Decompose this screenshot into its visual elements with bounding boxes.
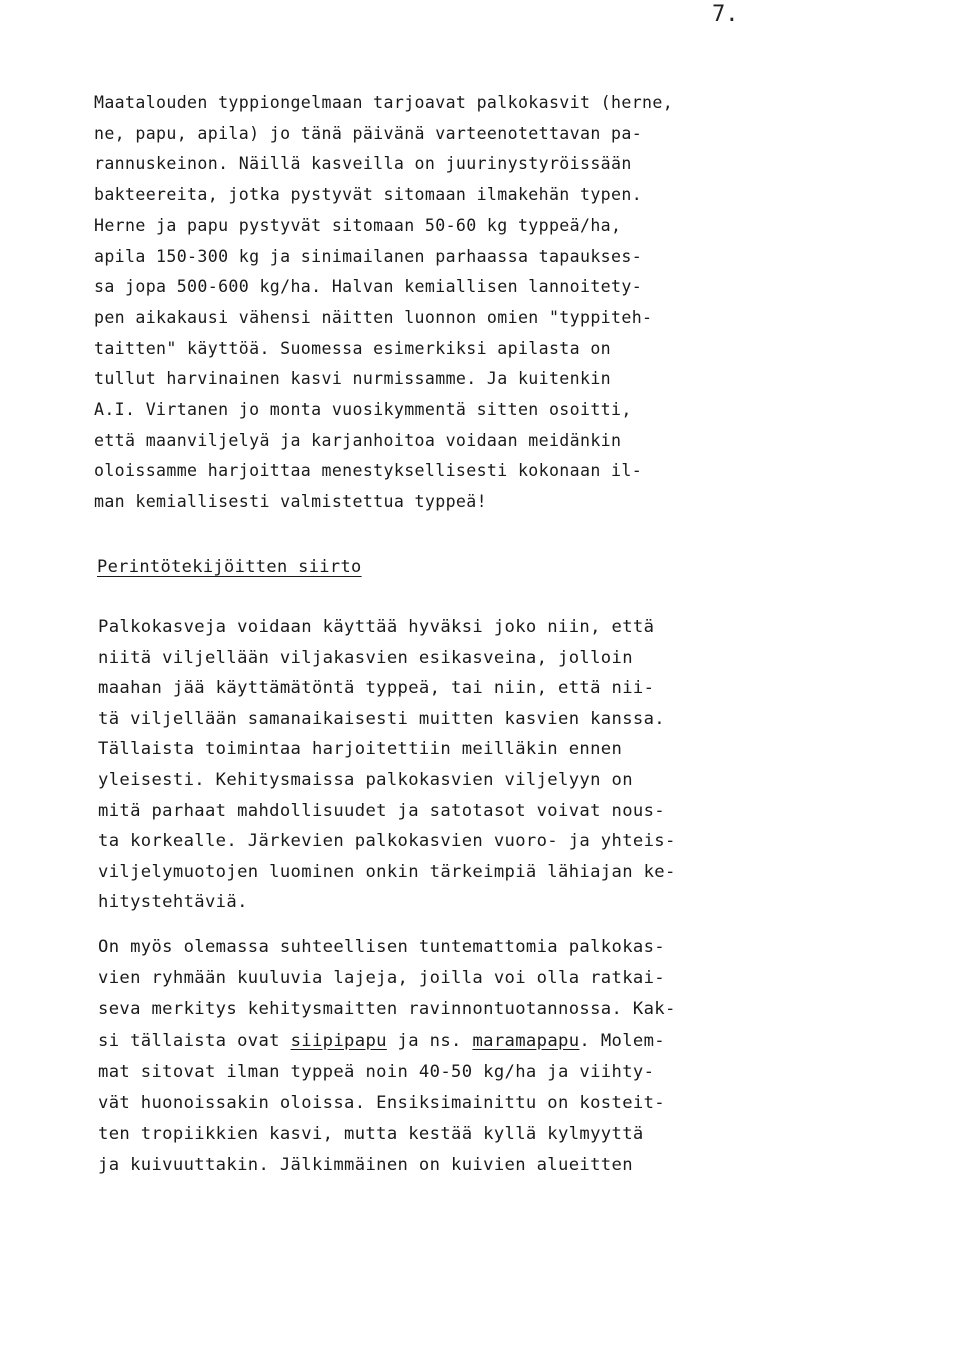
text-line: apila 150-300 kg ja sinimailanen parhaassa tapaukses- <box>94 246 643 266</box>
text-line: mat sitovat ilman typpeä noin 40-50 kg/ha ja viihty- <box>98 1061 655 1082</box>
page-number: 7. <box>712 2 739 27</box>
text-line: ja kuivuuttakin. Jälkimmäinen on kuivien alueitten <box>98 1155 633 1176</box>
text-line: että maanviljelyä ja karjanhoitoa voidaan meidänkin <box>94 430 622 450</box>
text-line: pen aikakausi vähensi näitten luonnon omien "typpiteh- <box>94 307 653 327</box>
text-line: seva merkitys kehitysmaitten ravinnontuotannossa. Kak- <box>98 999 676 1020</box>
text-line: On myös olemassa suhteellisen tuntemattomia palkokas- <box>98 937 665 957</box>
section-heading: Perintötekijöitten siirto <box>97 557 362 577</box>
text-line: ne, papu, apila) jo tänä päivänä varteenotettavan pa- <box>94 123 643 143</box>
text-line: man kemiallisesti valmistettua typpeä! <box>94 492 487 512</box>
text-line: sa jopa 500-600 kg/ha. Halvan kemiallisen lannoitety- <box>94 277 643 297</box>
text-line: ten tropiikkien kasvi, mutta kestää kyllä kylmyyttä <box>98 1124 644 1145</box>
term-siipipapu: siipipapu <box>290 1030 387 1051</box>
text-line: viljelymuotojen luominen onkin tärkeimpiä lähiajan ke- <box>98 861 676 882</box>
text-line: Herne ja papu pystyvät sitomaan 50-60 kg typpeä/ha, <box>94 215 622 235</box>
text-line: rannuskeinon. Näillä kasveilla on juurinystyröissään <box>94 154 632 174</box>
text-line: Palkokasveja voidaan käyttää hyväksi joko niin, että <box>98 617 655 637</box>
text-line: mitä parhaat mahdollisuudet ja satotasot voivat nous- <box>98 800 665 821</box>
text-line: vät huonoissakin oloissa. Ensiksimainittu on kosteit- <box>98 1093 665 1114</box>
paragraph-legume-use <box>98 612 676 918</box>
text-line: A.I. Virtanen jo monta vuosikymmentä sitten osoitti, <box>94 400 632 420</box>
text-line: vien ryhmään kuuluvia lajeja, joilla voi olla ratkai- <box>98 968 665 989</box>
text-line: bakteereita, jotka pystyvät sitomaan ilmakehän typen. <box>94 185 643 205</box>
text-line <box>98 1026 676 1057</box>
paragraph-nitrogen-problem <box>94 88 673 518</box>
text-line: yleisesti. Kehitysmaissa palkokasvien viljelyyn on <box>98 769 633 790</box>
text-fragment: . Molem- <box>579 1030 666 1051</box>
term-maramapapu: maramapapu <box>472 1030 580 1051</box>
text-line: tä viljellään samanaikaisesti muitten kasvien kanssa. <box>98 708 665 729</box>
text-line: taitten" käyttöä. Suomessa esimerkiksi apilasta on <box>94 338 612 358</box>
text-line: niitä viljellään viljakasvien esikasveina, jolloin <box>98 647 633 668</box>
text-fragment: ja ns. <box>386 1030 473 1051</box>
text-line: ta korkealle. Järkevien palkokasvien vuoro- ja yhteis- <box>98 831 676 852</box>
text-line: maahan jää käyttämätöntä typpeä, tai niin, että nii- <box>98 678 655 699</box>
text-fragment: si tällaista ovat <box>98 1030 291 1051</box>
text-line: tullut harvinainen kasvi nurmissamme. Ja kuitenkin <box>94 369 612 389</box>
text-line: oloissamme harjoittaa menestyksellisesti kokonaan il- <box>94 461 643 481</box>
text-line: Maatalouden typpiongelmaan tarjoavat palkokasvit (herne, <box>94 93 674 112</box>
text-line: hitystehtäviä. <box>98 892 248 913</box>
text-line: Tällaista toimintaa harjoitettiin meilläkin ennen <box>98 739 623 760</box>
paragraph-unknown-legumes <box>98 932 676 1182</box>
